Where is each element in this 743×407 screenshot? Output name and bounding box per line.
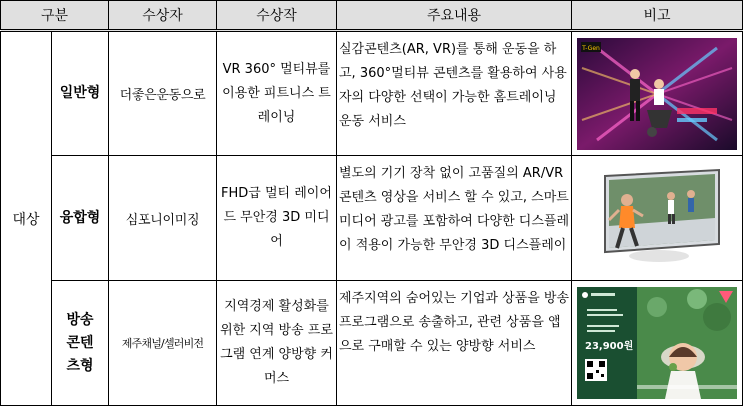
table-row: [1, 281, 743, 406]
awardee-cell: 심포니이미징: [109, 156, 217, 281]
awardee-cell: 제주채널/셀러비전: [109, 281, 217, 406]
header-work: 수상작: [217, 1, 337, 31]
header-description: 주요내용: [337, 1, 572, 31]
work-cell: FHD급 멀티 레이어드 무안경 3D 미디어: [217, 156, 337, 281]
type-cell: 융합형: [52, 156, 109, 281]
work-cell: 지역경제 활성화를 위한 지역 방송 프로그램 연계 양방향 커머스: [217, 281, 337, 406]
type-cell: 일반형: [52, 31, 109, 156]
table-row: [1, 31, 743, 156]
3d-display-image: [587, 166, 727, 270]
commerce-broadcast-image: [577, 287, 737, 399]
header-row: [1, 1, 743, 31]
description-cell: 실감콘텐츠(AR, VR)를 통해 운동을 하고, 360°멀티뷰 콘텐츠를 활용하여 사용자의 다양한 선택이 가능한 홈트레이닝 운동 서비스: [337, 31, 572, 156]
category-cell: 대상: [1, 31, 52, 406]
table-row: [1, 156, 743, 281]
image-price-text: 23,900원: [585, 341, 634, 352]
header-awardee: 수상자: [109, 1, 217, 31]
description-cell: 제주지역의 숨어있는 기업과 상품을 방송프로그램으로 송출하고, 관련 상품을 앱으로 구매할 수 있는 양방향 서비스: [337, 281, 572, 406]
type-text: 방송 콘텐 츠형: [66, 311, 94, 374]
work-cell: VR 360° 멀티뷰를 이용한 피트니스 트레이닝: [217, 31, 337, 156]
remarks-image-cell: [572, 281, 743, 406]
image-logo-text: T-Gen: [582, 44, 600, 52]
header-category: 구분: [1, 1, 109, 31]
description-cell: 별도의 기기 장착 없이 고품질의 AR/VR 콘텐츠 영상을 서비스 할 수 있고, 스마트미디어 광고를 포함하여 다양한 디스플레이 적용이 가능한 무안경 3D 디스플레이: [337, 156, 572, 281]
remarks-image-cell: [572, 156, 743, 281]
remarks-image-cell: [572, 31, 743, 156]
header-remarks: 비고: [572, 1, 743, 31]
type-cell: [52, 281, 109, 406]
awardee-cell: 더좋은운동으로: [109, 31, 217, 156]
fitness-vr-image: [577, 38, 737, 150]
